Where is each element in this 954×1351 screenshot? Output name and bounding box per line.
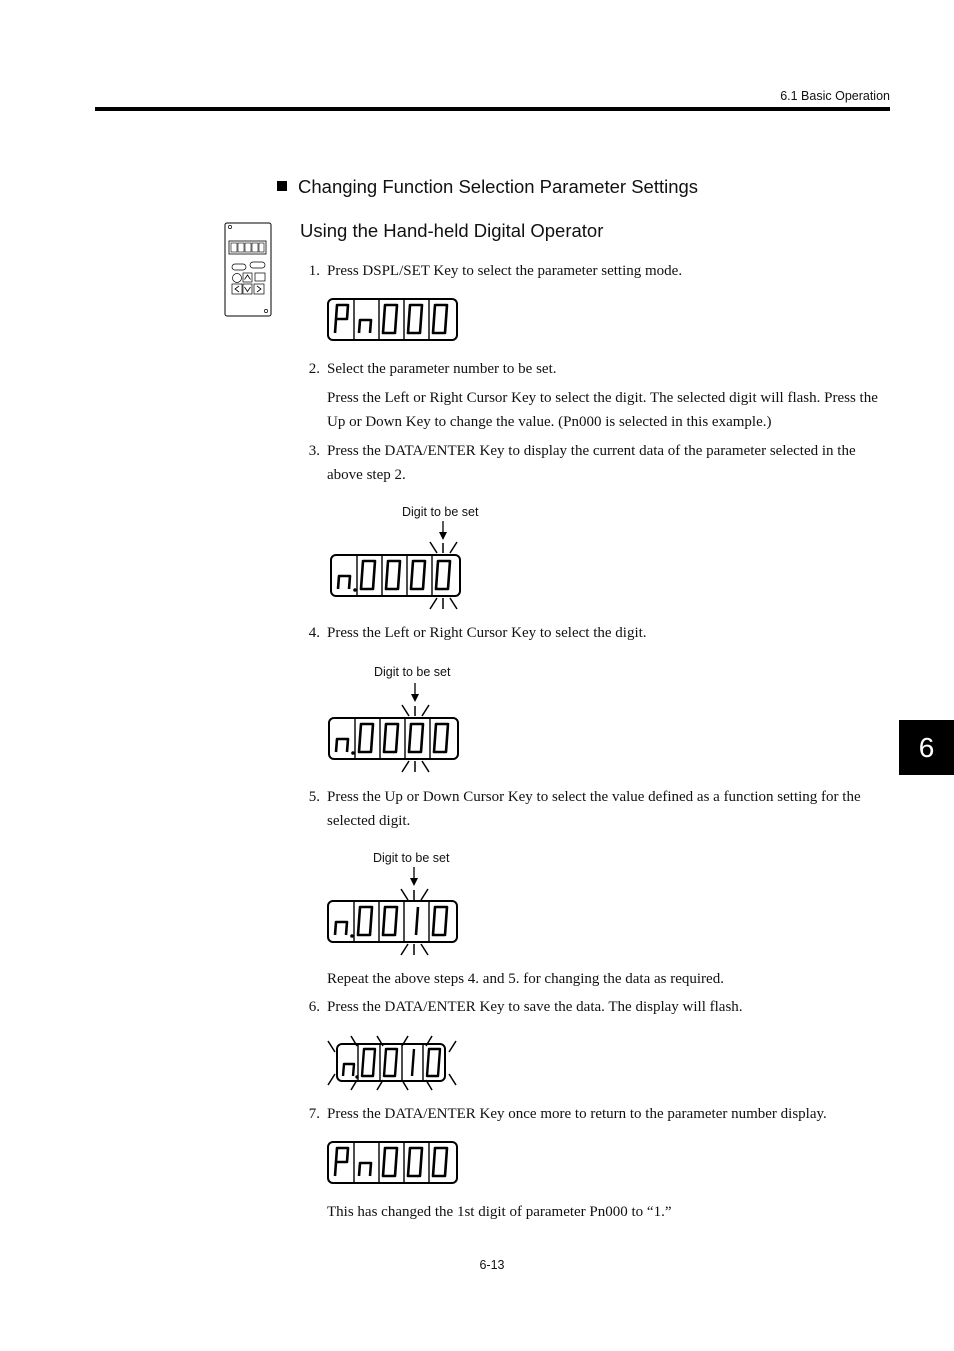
result-note: This has changed the 1st digit of parameter Pn000 to “1.” [327,1204,672,1220]
display-panel-n0000-b [328,717,460,761]
step-text: Press the Left or Right Cursor Key to select the digit. [327,625,647,641]
caption-digit-to-be-set: Digit to be set [374,665,451,679]
square-bullet-icon [277,181,287,191]
step-number: 5. [308,789,320,805]
section-heading-text: Changing Function Selection Parameter Settings [298,176,699,197]
header-rule [95,107,890,111]
step-text: Press the DATA/ENTER Key to display the current data of the parameter selected in the above step 2. [327,443,856,483]
step-number: 6. [308,999,320,1015]
flash-indicator-bottom [397,760,437,774]
digital-operator-icon [224,222,272,318]
flash-indicator-bottom [425,597,465,611]
step-2-detail: Press the Left or Right Cursor Key to select the digit. The selected digit will flash. Press the Up or Down Key to change the value. (Pn000 is selected in this example.) [327,390,878,430]
section-heading [277,176,698,198]
step-number: 3. [308,443,320,459]
step-text: Press the DATA/ENTER Key to save the data. The display will flash. [327,999,743,1015]
step-number: 7. [308,1106,320,1122]
step-text: Press the Up or Down Cursor Key to select the value defined as a function setting for the selected digit. [327,789,861,829]
display-panel-n0000-a [330,554,462,598]
repeat-note: Repeat the above steps 4. and 5. for changing the data as required. [327,971,724,987]
page-number: 6-13 [479,1258,505,1272]
step-number: 1. [308,263,320,279]
display-panel-pn000 [327,298,459,342]
flash-indicator-top [396,865,436,901]
flash-indicator-bottom [396,943,436,957]
chapter-tab: 6 [899,720,954,775]
step-number: 4. [308,625,320,641]
running-head: 6.1 Basic Operation [780,89,890,103]
step-number: 2. [308,361,320,377]
caption-digit-to-be-set: Digit to be set [402,505,479,519]
step-text: Press the DATA/ENTER Key once more to return to the parameter number display. [327,1106,827,1122]
flash-indicator-top [425,519,465,555]
subheading: Using the Hand-held Digital Operator [300,220,604,241]
step-text: Select the parameter number to be set. [327,361,557,377]
display-panel-pn000-final [327,1141,459,1185]
display-panel-n0010-a [327,900,459,944]
step-text: Press DSPL/SET Key to select the parameter setting mode. [327,263,683,279]
display-panel-n0010-flashing [324,1034,460,1092]
flash-indicator-top [397,681,437,717]
caption-digit-to-be-set: Digit to be set [373,851,450,865]
